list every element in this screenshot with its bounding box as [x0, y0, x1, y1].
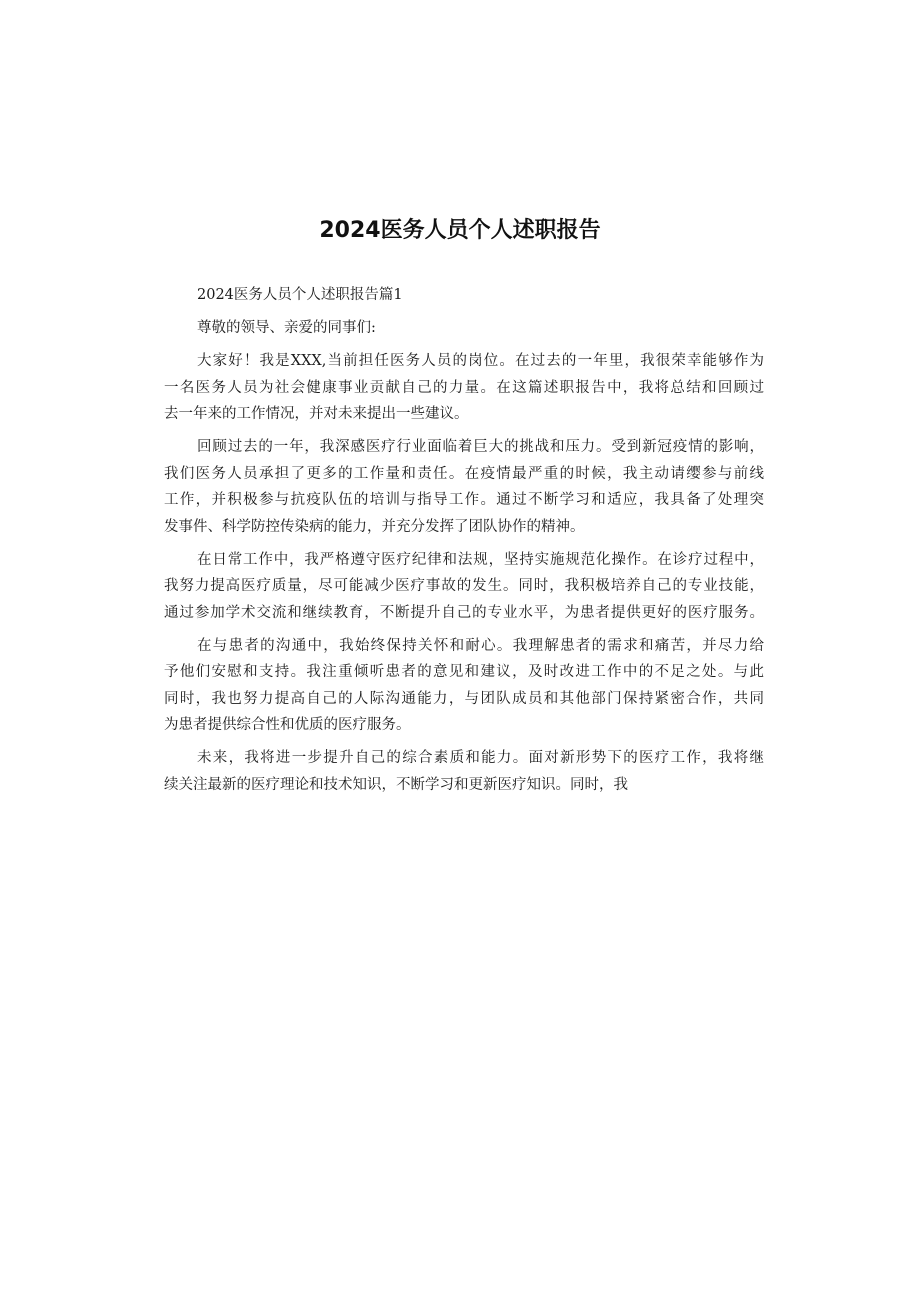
paragraph-line: 我们医务人员承担了更多的工作量和责任。在疫情最严重的时候，我主动请缨参与前线: [164, 465, 764, 482]
paragraph-line: 续关注最新的医疗理论和技术知识，不断学习和更新医疗知识。同时，我: [164, 776, 628, 793]
section-heading: 2024医务人员个人述职报告篇1: [197, 287, 403, 303]
paragraph-line: 一名医务人员为社会健康事业贡献自己的力量。在这篇述职报告中，我将总结和回顾过: [164, 379, 764, 396]
document-body: [164, 282, 764, 798]
paragraph-line: 未来，我将进一步提升自己的综合素质和能力。面对新形势下的医疗工作，我将继: [197, 750, 764, 766]
paragraph-line: 去一年来的工作情况，并对未来提出一些建议。: [164, 406, 469, 422]
paragraph-line: 我努力提高医疗质量，尽可能减少医疗事故的发生。同时，我积极培养自己的专业技能，: [164, 578, 764, 594]
document-title: 2024医务人员个人述职报告: [319, 218, 601, 243]
paragraph-line: 回顾过去的一年，我深感医疗行业面临着巨大的挑战和压力。受到新冠疫情的影响，: [197, 439, 764, 455]
paragraph-line: 在与患者的沟通中，我始终保持关怀和耐心。我理解患者的需求和痛苦，并尽力给: [197, 637, 764, 654]
paragraph-line: 通过参加学术交流和继续教育，不断提升自己的专业水平，为患者提供更好的医疗服务。: [164, 604, 764, 621]
paragraph-line: 同时，我也努力提高自己的人际沟通能力，与团队成员和其他部门保持紧密合作，共同: [164, 690, 764, 707]
salutation: 尊敬的领导、亲爱的同事们:: [197, 320, 376, 336]
paragraph-line: 工作，并积极参与抗疫队伍的培训与指导工作。通过不断学习和适应，我具备了处理突: [164, 492, 764, 508]
paragraph-line: 大家好！我是XXX,当前担任医务人员的岗位。在过去的一年里，我很荣幸能够作为: [197, 353, 764, 369]
paragraph-line: 发事件、科学防控传染病的能力，并充分发挥了团队协作的精神。: [164, 518, 585, 535]
paragraph-line: 在日常工作中，我严格遵守医疗纪律和法规，坚持实施规范化操作。在诊疗过程中，: [197, 551, 764, 568]
paragraph-line: 为患者提供综合性和优质的医疗服务。: [164, 717, 411, 733]
paragraph-line: 予他们安慰和支持。我注重倾听患者的意见和建议，及时改进工作中的不足之处。与此: [164, 664, 764, 680]
